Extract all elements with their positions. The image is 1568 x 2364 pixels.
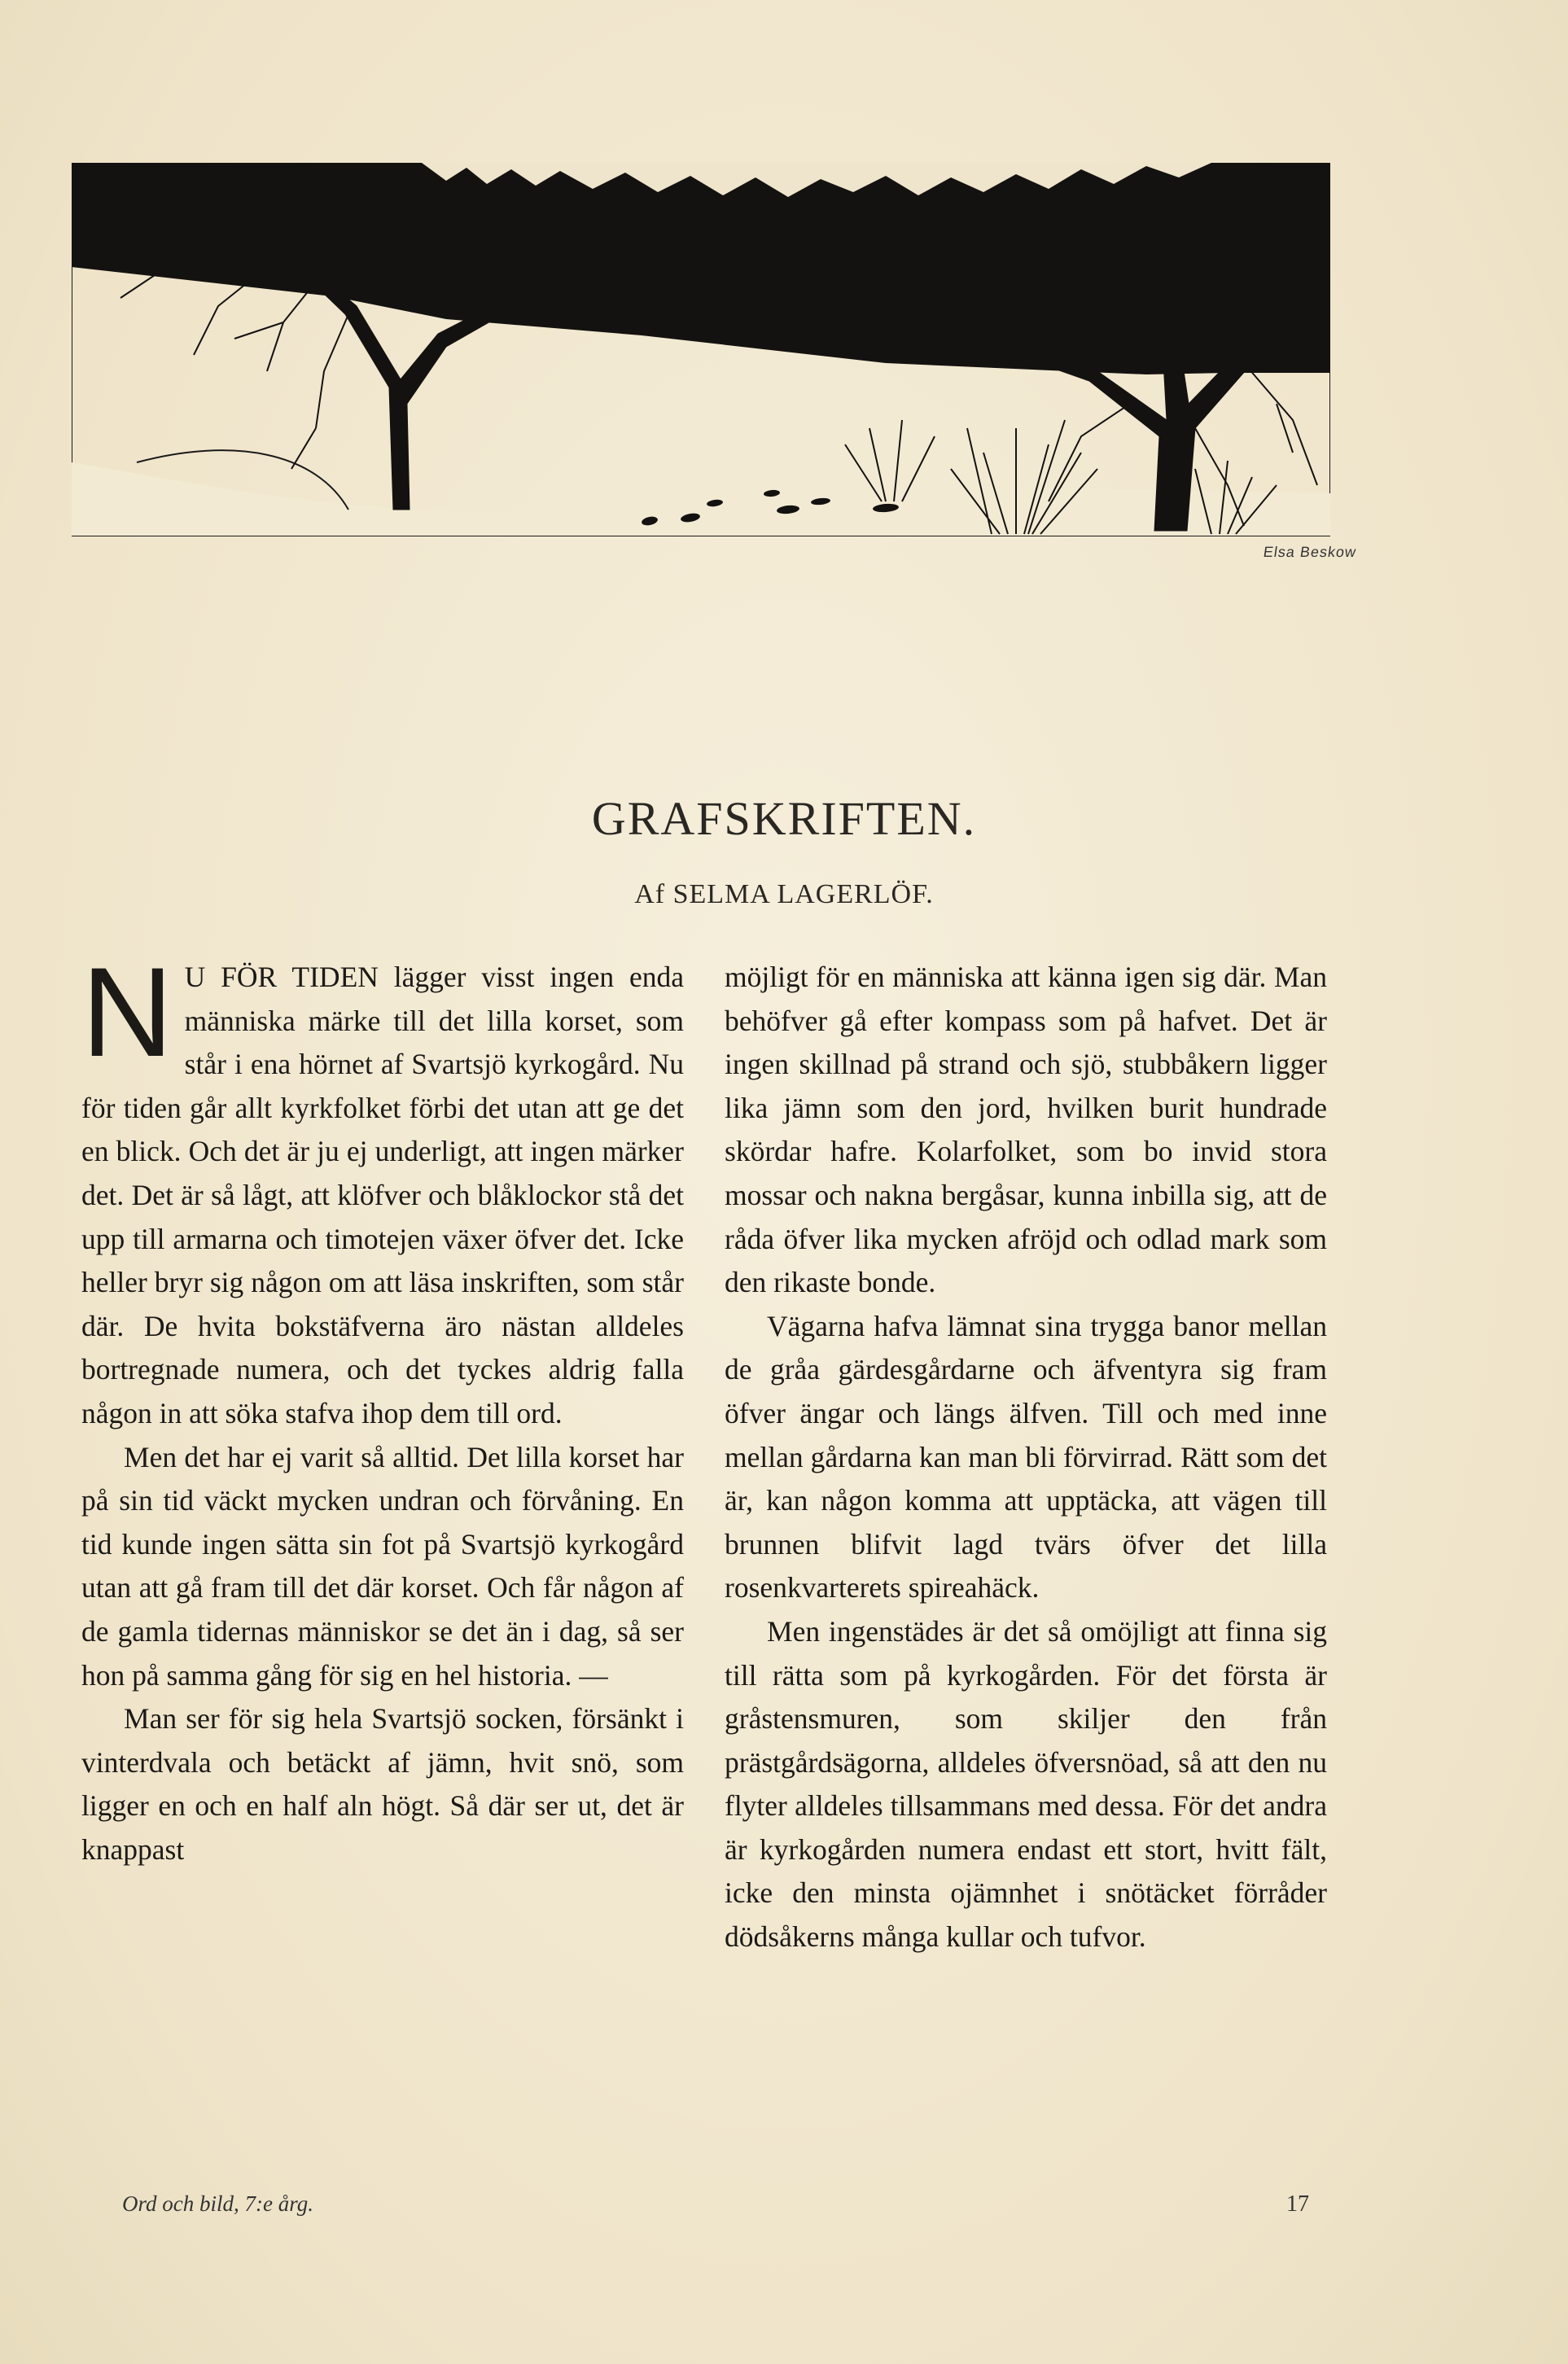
paragraph-text: U FÖR TIDEN lägger visst ingen enda människa märke till det lilla korset, som står i ena hörnet af Svartsjö kyrkogård. Nu för tiden går allt kyrkfolket förbi det utan att ge det en blick. Och det är ju ej underligt, att ingen märker det. Det är så lågt, att klöfver och blåklockor stå det upp till armarna och timotejen växer öfver det. Icke heller bryr sig någon om att läsa inskriften, som står där. De hvita bokstäfverna äro nästan alldeles bortregnade numera, och det tyckes aldrig falla någon in att söka stafva ihop dem till ord. — [81, 961, 684, 1429]
paragraph: Men det har ej varit så alltid. Det lilla korset har på sin tid väckt mycken undran och förvåning. En tid kunde ingen sätta sin fot på Svartsjö kyrkogård utan att gå fram till det där korset. Och får någon af de gamla tidernas människor se det än i dag, så ser hon på samma gång för sig en hel historia. –– — [81, 1440, 684, 1692]
journal-footer: Ord och bild, 7:e årg. — [122, 2191, 313, 2216]
paragraph: Vägarna hafva lämnat sina trygga banor mellan de gråa gärdesgårdarne och äfventyra sig fram öfver ängar och längs älfven. Till och med inne mellan gårdarna kan man bli förvirrad. Rätt som det är, kan någon komma att upptäcka, att vägen till brunnen blifvit lagd tvärs öfver det lilla rosenkvarterets spireahäck. — [725, 1309, 1327, 1604]
paragraph: Man ser för sig hela Svartsjö socken, försänkt i vinterdvala och betäckt af jämn, hvit snö, som ligger en och en half aln högt. Så där ser ut, det är knappast — [81, 1702, 684, 1866]
paragraph: Men ingenstädes är det så omöjligt att finna sig till rätta som på kyrkogården. För det första är gråstensmuren, som skiljer den från prästgårdsägorna, alldeles öfversnöad, så att den nu flyter alldeles tillsammans med dessa. För det andra är kyrkogården numera endast ett stort, hvitt fält, icke den minsta ojämnhet i snötäcket förråder dödsåkerns många kullar och tufvor. — [725, 1614, 1327, 1954]
paragraph — [81, 942, 684, 1436]
paragraph: möjligt för en människa att känna igen sig där. Man behöfver gå efter kompass som på hafvet. Det är ingen skillnad på strand och sjö, stubbåkern ligger lika jämn som den jord, hvilken burit hundrade skördar hafre. Kolarfolket, som bo invid stora mossar och nakna bergåsar, kunna inbilla sig, att de råda öfver lika mycken afröjd och odlad mark som den rikaste bonde. — [725, 961, 1327, 1299]
article-byline — [0, 879, 1568, 910]
byline-prefix: Af — [634, 879, 666, 909]
page-number: 17 — [1286, 2191, 1309, 2217]
author-name: SELMA LAGERLÖF. — [672, 879, 934, 909]
illustration-signature: Elsa Beskow — [1262, 544, 1358, 560]
article-title: GRAFSKRIFTEN. — [591, 792, 977, 845]
header-illustration — [72, 160, 1330, 545]
right-column — [725, 956, 1327, 1959]
left-column — [81, 942, 684, 1872]
drop-cap: N — [81, 942, 173, 1084]
night-sky — [72, 163, 1330, 374]
